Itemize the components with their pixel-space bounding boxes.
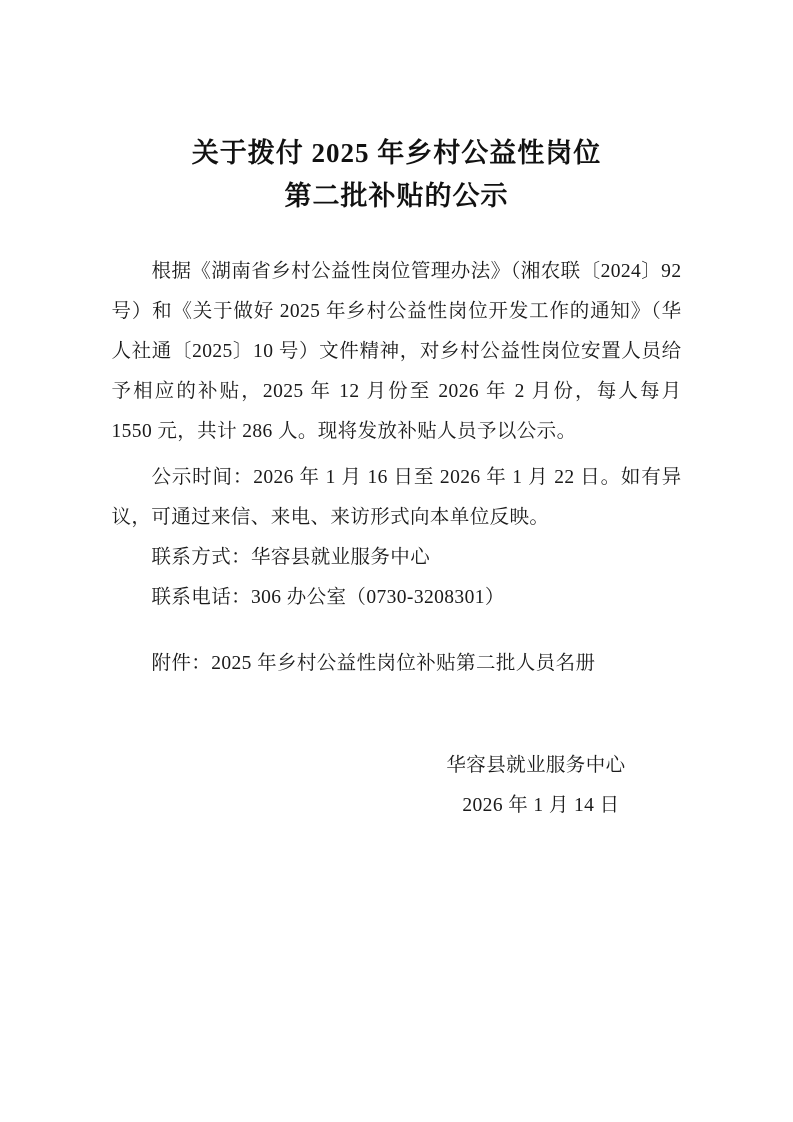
paragraph-attachment: 附件：2025 年乡村公益性岗位补贴第二批人员名册 <box>151 653 596 674</box>
spacer <box>112 618 682 644</box>
paragraph-basis: 根据《湖南省乡村公益性岗位管理办法》（湘农联〔2024〕92 号）和《关于做好 2025 年乡村公益性岗位开发工作的通知》（华人社通〔2025〕10 号）文件精神，对乡村公益性岗位安置人员给予相应的补贴，2025 年 12 月份至 2026 年 2 月份，每人每月 1550 元，共计 286 人。现将发放补贴人员予以公示。 <box>111 261 682 442</box>
paragraph-contact-phone: 联系电话：306 办公室（0730-3208301） <box>151 587 505 608</box>
signature-block <box>112 746 682 826</box>
document-body <box>112 218 682 746</box>
spacer <box>112 684 682 746</box>
paragraph-contact-org: 联系方式：华容县就业服务中心 <box>151 547 431 568</box>
page-title <box>0 0 793 218</box>
signature-organization: 华容县就业服务中心 <box>446 755 626 776</box>
title-line-2: 第二批补贴的公示 <box>284 181 509 211</box>
signature-date: 2026 年 1 月 14 日 <box>462 795 620 816</box>
paragraph-notice-period: 公示时间：2026 年 1 月 16 日至 2026 年 1 月 22 日。如有异议，可通过来信、来电、来访形式向本单位反映。 <box>111 467 682 528</box>
title-line-1: 关于拨付 2025 年乡村公益性岗位 <box>191 138 602 168</box>
